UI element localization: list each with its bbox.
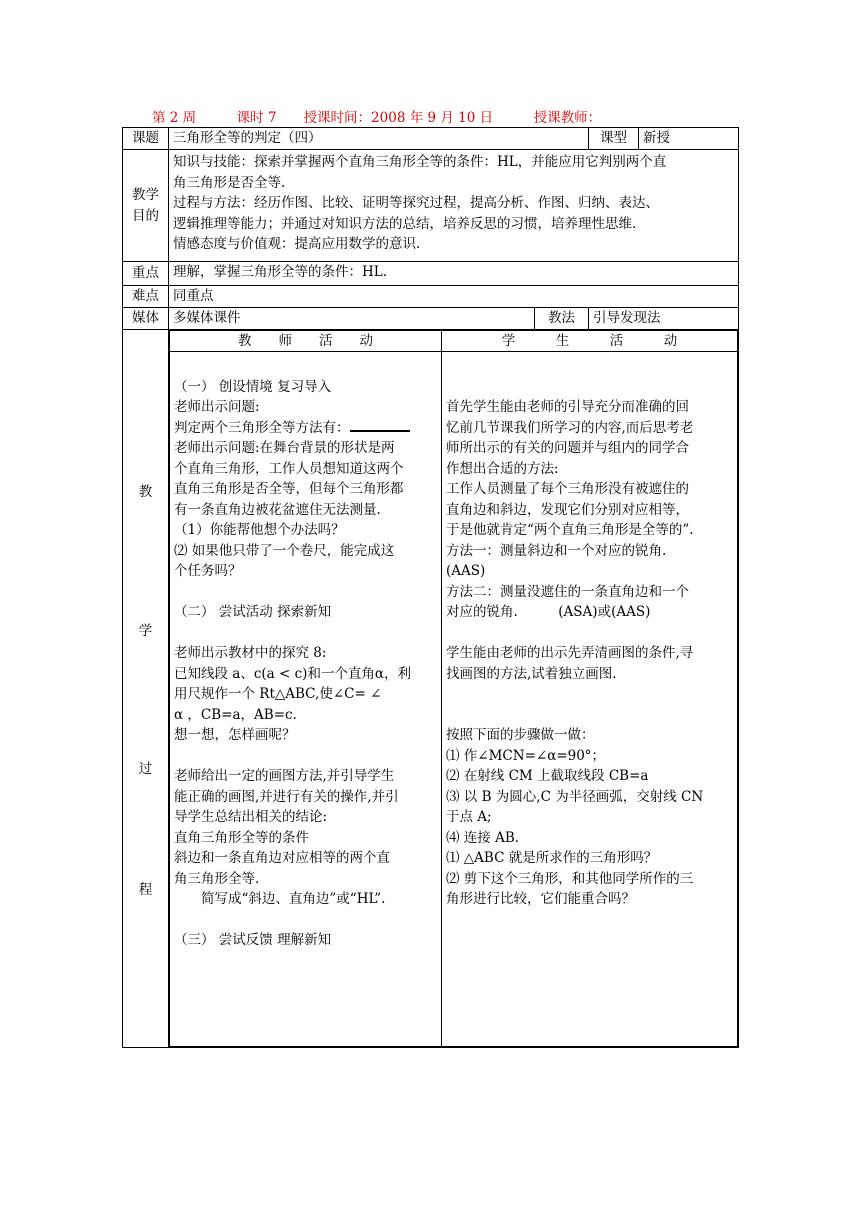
text-line: 按照下面的步骤做一做： [446, 727, 595, 743]
goal-line: 知识与技能：探索并掌握两个直角三角形全等的条件：HL，并能应用它判别两个直 [173, 154, 667, 170]
teacher-activity-header: 教 师 活 动 [170, 331, 442, 352]
text-line: 方法二：测量没遮住的一条直角边和一个 [446, 583, 689, 600]
student-activity-header: 学 生 活 动 [442, 331, 738, 352]
text-line [174, 623, 437, 644]
difficulty-label: 难点 [123, 286, 169, 308]
goal-line: 角三角形是否全等. [173, 174, 286, 191]
week: 第 2 周 [152, 110, 197, 126]
process-label [123, 330, 169, 1048]
text-line: ⑴ △ABC 就是所求作的三角形吗？ [446, 850, 658, 866]
text-line: 老师出示问题:在舞台背景的形状是两 [174, 440, 395, 456]
teacher-activity [170, 352, 442, 1047]
text-line: 斜边和一条直角边对应相等的两个直 [174, 850, 390, 866]
key-point-label: 重点 [123, 262, 169, 286]
text-line: 能正确的画图,并进行有关的操作,并引 [174, 788, 399, 805]
text-line: ⑵ 如果他只带了一个卷尺，能完成这 [174, 542, 395, 559]
text-line: 直角三角形全等的条件 [174, 829, 309, 846]
activity-table [169, 330, 738, 1047]
text-line: 老师给出一定的画图方法,并引导学生 [174, 768, 395, 784]
topic-value: 三角形全等的判定（四） [169, 128, 589, 150]
text-line: 学生能由老师的出示先弄清画图的条件,寻 [446, 645, 694, 661]
teaching-process [169, 330, 739, 1048]
text-line [446, 356, 733, 377]
process-char: 学 [138, 622, 153, 639]
text-line: 于点 A; [446, 809, 492, 825]
type-label: 课型 [589, 128, 639, 150]
text-line [174, 746, 437, 767]
text-line: 角形进行比较，它们能重合吗？ [446, 891, 635, 907]
text-line: 找画图的方法,试着独立画图. [446, 665, 617, 682]
text-line: 有一条直角边被花盆遮住无法测量. [174, 501, 381, 518]
student-activity [442, 352, 738, 1047]
method-label: 教法 [535, 308, 589, 330]
text-line: 判定两个三角形全等方法有： [174, 418, 437, 439]
fill-in-blank [350, 420, 410, 432]
process-char: 程 [138, 881, 153, 898]
teaching-goals [169, 150, 739, 262]
text-line: （1）你能帮他想个办法吗？ [174, 522, 345, 538]
text-line: 于是他就肯定“两个直角三角形是全等的”. [446, 522, 694, 538]
goal-line: 过程与方法：经历作图、比较、证明等探究过程，提高分析、作图、归纳、表达、 [173, 195, 659, 211]
text-line: 方法一：测量斜边和一个对应的锐角. [446, 542, 667, 559]
text-line: 老师出示问题: [174, 399, 260, 415]
text-line: 老师出示教材中的探究 8: [174, 645, 327, 661]
text-line: 简写成“斜边、直角边”或“HL”. [174, 891, 386, 907]
text-line: 直角三角形是否全等，但每个三角形都 [174, 481, 404, 497]
text-line: α ，CB=a，AB=c. [174, 706, 297, 723]
lesson-header [152, 106, 601, 126]
text-line: (AAS) [446, 563, 486, 579]
text-line: ⑶ 以 B 为圆心,C 为半径画弧，交射线 CN [446, 788, 704, 805]
text-line: 个直角三角形，工作人员想知道这两个 [174, 460, 404, 477]
text-line [174, 356, 437, 377]
text-line: 个任务吗？ [174, 563, 242, 579]
text-line: 想一想，怎样画呢？ [174, 727, 296, 743]
media-value: 多媒体课件 [169, 308, 535, 330]
goal-line: 逻辑推理等能力；并通过对知识方法的总结，培养反思的习惯，培养理性思维. [173, 215, 637, 232]
text-line [446, 623, 733, 644]
type-value: 新授 [639, 128, 739, 150]
method-value: 引导发现法 [589, 308, 739, 330]
text-line: ⑵ 剪下这个三角形，和其他同学所作的三 [446, 870, 694, 887]
media-label: 媒体 [123, 308, 169, 330]
text-line: ⑷ 连接 AB. [446, 829, 520, 846]
text-line: 忆前几节课我们所学习的内容,而后思考老 [446, 419, 694, 436]
text-line [446, 377, 733, 398]
teacher-label: 授课教师： [533, 110, 602, 126]
goals-label: 教学 目的 [123, 150, 169, 262]
text-line: ⑴ 作∠MCN=∠α=90°； [446, 747, 606, 764]
section-heading: （二） 尝试活动 探索新知 [174, 604, 332, 620]
text-line: 导学生总结出相关的结论: [174, 809, 328, 825]
text-line [174, 910, 437, 931]
section-heading: （一） 创设情境 复习导入 [174, 378, 332, 395]
text-line [174, 582, 437, 603]
topic-label: 课题 [123, 128, 169, 150]
text-line: 直角边和斜边，发现它们分别对应相等， [446, 501, 689, 518]
text-line: 师所出示的有关的问题并与组内的同学合 [446, 440, 689, 456]
text-line: 首先学生能由老师的引导充分而准确的回 [446, 399, 689, 415]
text-line [446, 684, 733, 705]
text-line: 用尺规作一个 Rt△ABC,使∠C= ∠ [174, 686, 382, 702]
process-char: 教 [138, 484, 153, 500]
text-line: 作想出合适的方法: [446, 460, 559, 477]
process-char: 过 [138, 761, 153, 777]
text-line: 对应的锐角. (ASA)或(AAS) [446, 604, 651, 620]
text-line: ⑵ 在射线 CM 上截取线段 CB=a [446, 768, 649, 784]
text-line: 角三角形全等. [174, 870, 260, 887]
text-line: 工作人员测量了每个三角形没有被遮住的 [446, 481, 689, 497]
text-line [446, 705, 733, 726]
lesson-plan-table [122, 127, 739, 1048]
difficulty-value: 同重点 [169, 286, 739, 308]
lesson-number: 课时 7 [236, 110, 277, 126]
text-line: 已知线段 a、c(a < c)和一个直角α，利 [174, 665, 412, 682]
key-point-value: 理解，掌握三角形全等的条件：HL. [169, 262, 739, 286]
lesson-time: 授课时间：2008 年 9 月 10 日 [303, 110, 494, 126]
goal-line: 情感态度与价值观：提高应用数学的意识. [173, 236, 421, 252]
section-heading: （三） 尝试反馈 理解新知 [174, 932, 332, 948]
